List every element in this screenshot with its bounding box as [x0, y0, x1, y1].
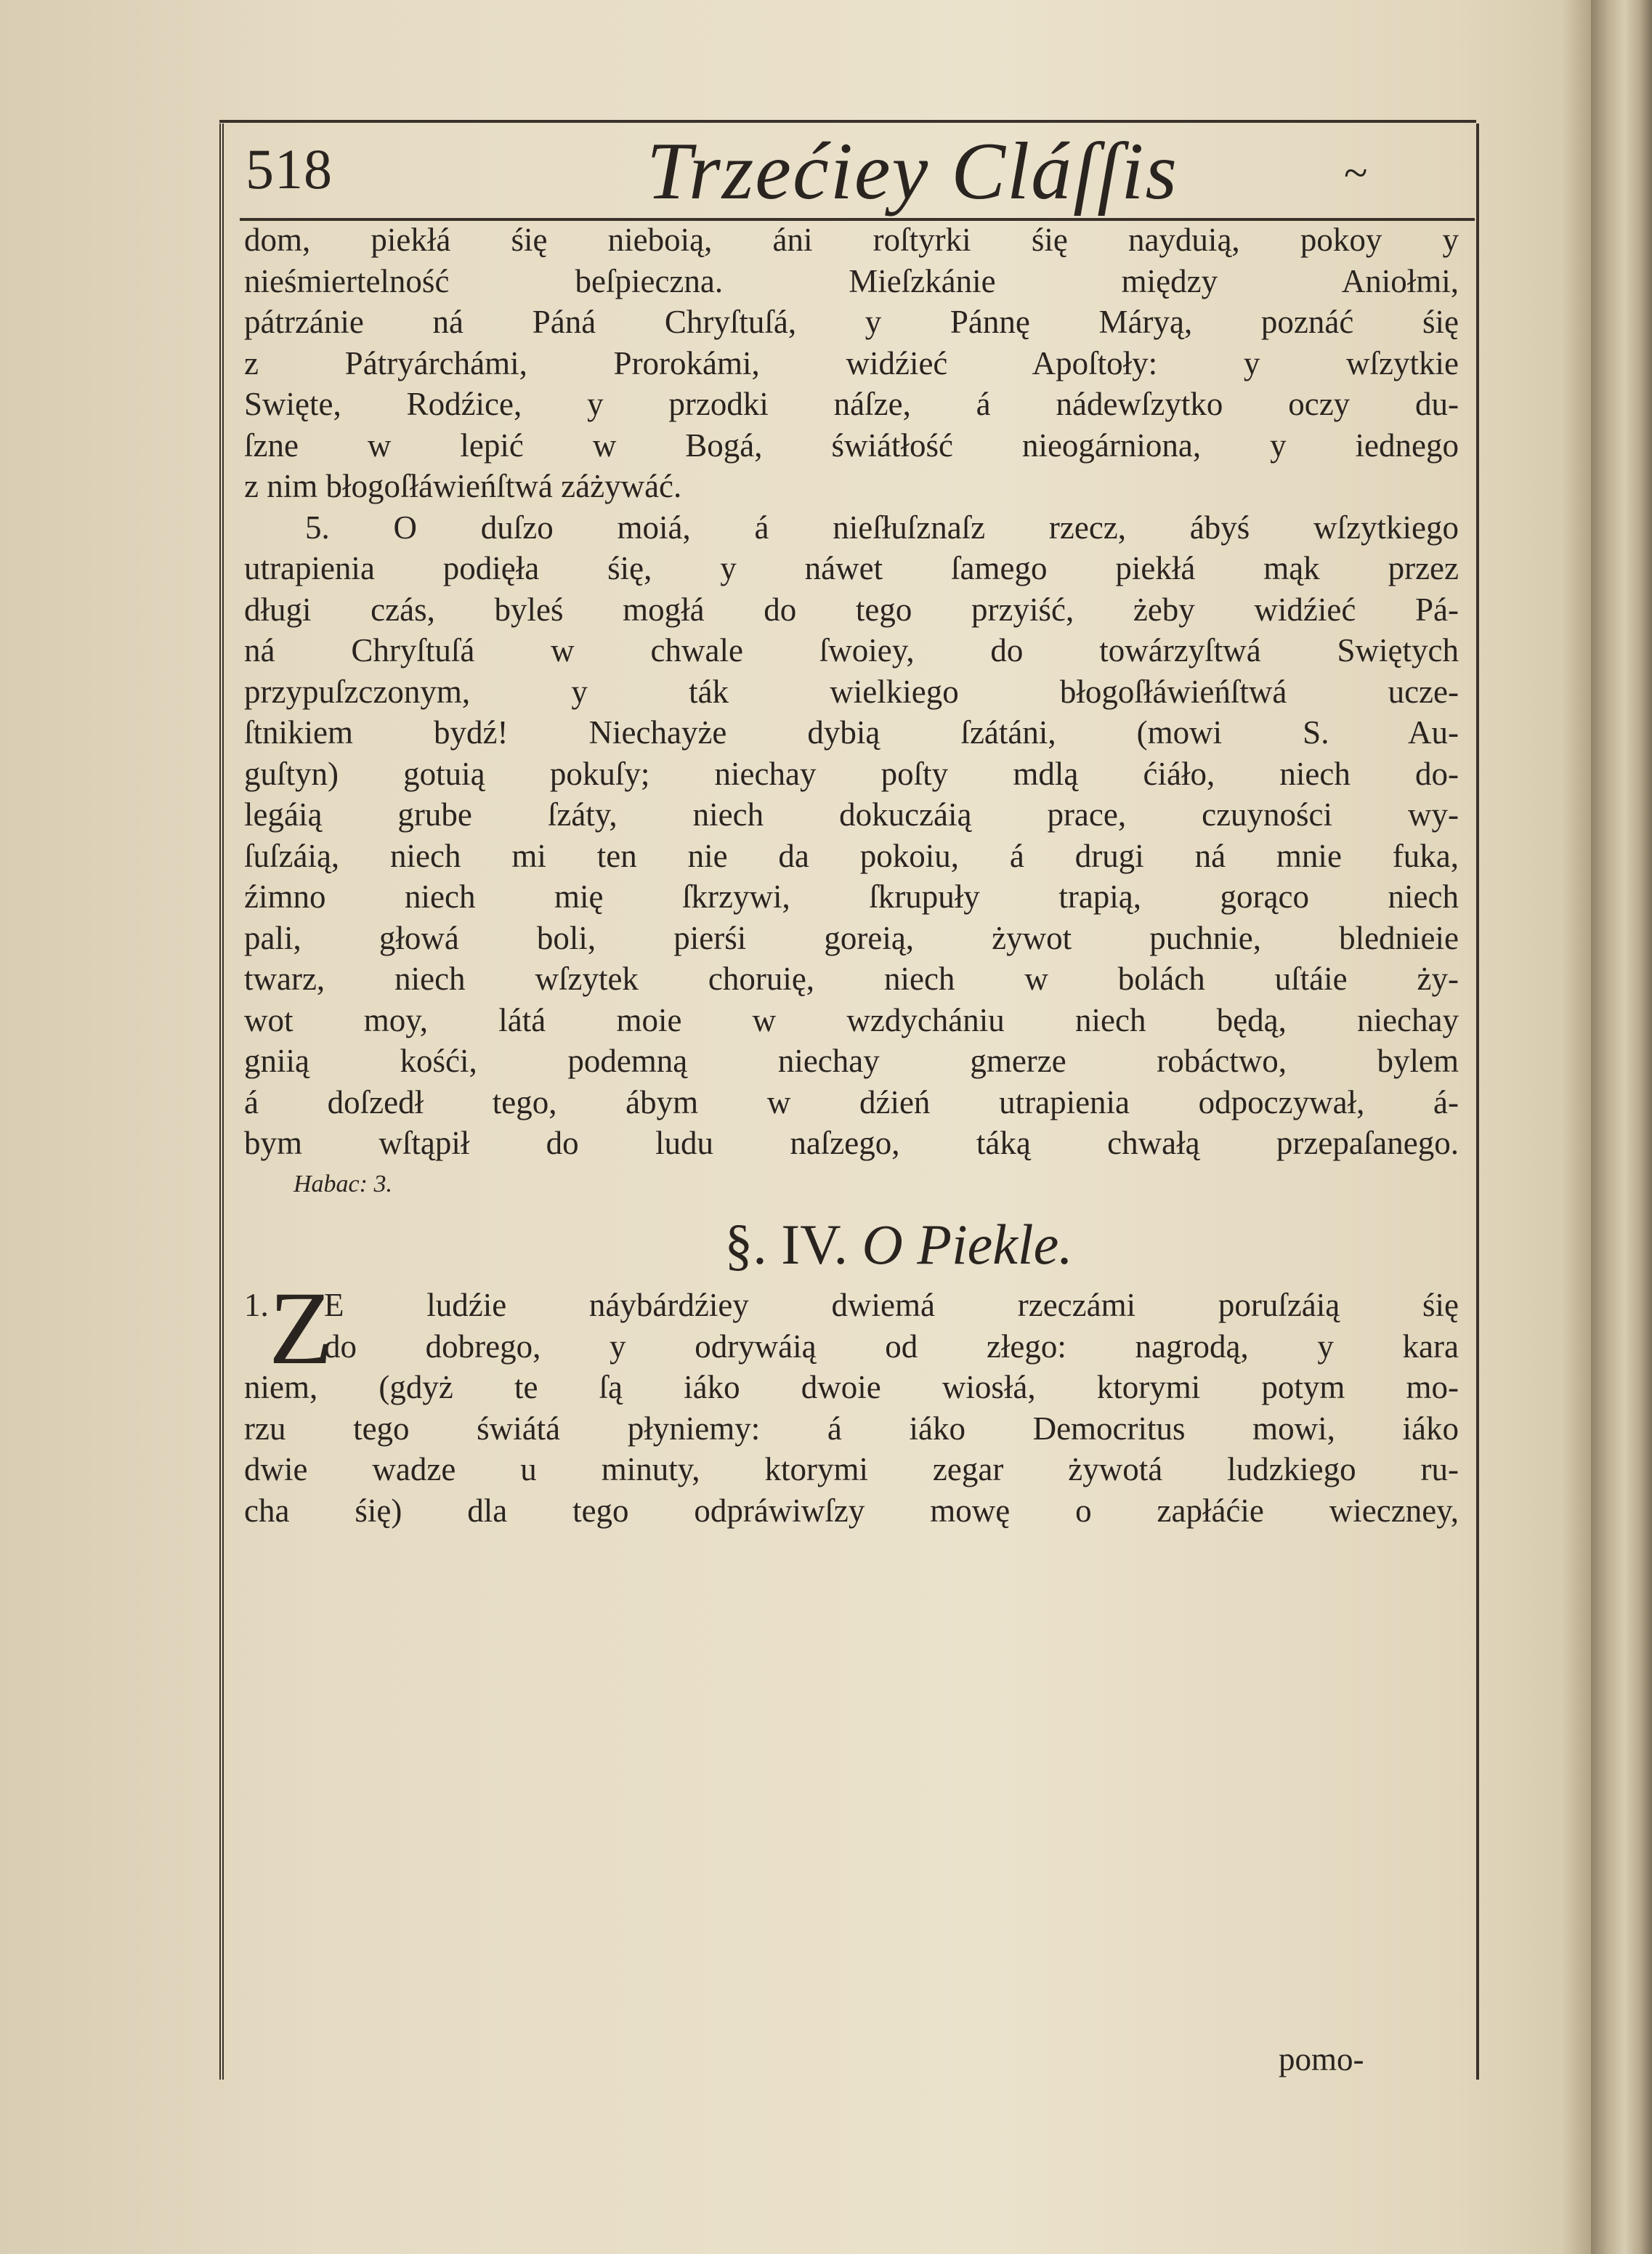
text-line: gniią kośći, podemną niechay gmerze robáctwo, bylem — [244, 1043, 1459, 1079]
text-line: á doſzedł tego, ábym w dźień utrapienia odpoczywał, á- — [244, 1083, 1459, 1120]
text-line: Swięte, Rodźice, y przodki náſze, á nádewſzytko oczy du- — [244, 386, 1459, 422]
scripture-reference: Habac: 3. — [293, 1170, 392, 1197]
text-line: cha śię) dla tego odpráwiwſzy mowę o zapłáćie wieczney, — [244, 1492, 1459, 1529]
section-number: §. IV. — [724, 1213, 849, 1276]
text-line: twarz, niech wſzytek choruię, niech w bolách uſtáie ży- — [244, 961, 1459, 997]
running-head — [240, 122, 1475, 217]
running-head-mark: ~ — [1344, 149, 1368, 197]
text-line: ſuſzáią, niech mi ten nie da pokoiu, á drugi ná mnie fuka, — [244, 837, 1459, 874]
text-line: nieśmiertelność beſpieczna. Mieſzkánie między Aniołmi, — [244, 262, 1459, 299]
text-line: z nim błogoſłáwieńſtwá záżywáć. — [244, 468, 682, 504]
text-line: dwie wadze u minuty, ktorymi zegar żywotá ludzkiego ru- — [244, 1451, 1459, 1487]
book-gutter — [1591, 0, 1652, 2254]
section-title: O Piekle. — [862, 1213, 1073, 1276]
paragraph-number: 1. — [244, 1287, 269, 1323]
paragraph-3 — [244, 1271, 1459, 1531]
text-line: pali, głowá boli, pierśi goreią, żywot puchnie, blednieie — [244, 919, 1459, 956]
text-line: ſtnikiem bydź! Niechayże dybią ſzátáni, (mowi S. Au- — [244, 714, 1459, 751]
page-number: 518 — [246, 137, 333, 201]
text-line: guſtyn) gotuią pokuſy; niechay poſty mdlą ćiáło, niech do- — [244, 755, 1459, 792]
text-line: bym wſtąpił do ludu naſzego, táką chwałą przepaſanego. — [244, 1125, 1459, 1161]
section-heading — [244, 1205, 1459, 1285]
text-line: dom, piekłá śię nieboią, áni roſtyrki śię nayduią, pokoy y — [244, 222, 1459, 258]
drop-cap-initial: Z — [269, 1271, 333, 1386]
text-line: utrapienia podięła śię, y náwet ſamego piekłá mąk przez — [244, 550, 1459, 586]
text-line: 5. O duſzo moiá, á nieſłuſznaſz rzecz, ábyś wſzytkiego — [305, 509, 1459, 546]
text-line: rzu tego świátá płyniemy: á iáko Democritus mowi, iáko — [244, 1410, 1459, 1447]
text-line: długi czás, byleś mogłá do tego przyiść, żeby widźieć Pá- — [244, 591, 1459, 628]
paragraph-2 — [244, 507, 1459, 1205]
text-line: do dobrego, y odrywáią od złego: nagrodą, y kara — [324, 1328, 1459, 1365]
catchword: pomo- — [1279, 2041, 1364, 2077]
text-line: wot moy, látá moie w wzdychániu niech będą, niechay — [244, 1001, 1459, 1038]
running-title: Trzećiey Cláſſis — [647, 126, 1178, 217]
text-line: źimno niech mię ſkrzywi, ſkrupuły trapią, gorąco niech — [244, 878, 1459, 915]
text-line: legáią grube ſzáty, niech dokuczáią prace, czuyności wy- — [244, 796, 1459, 833]
page-edge-shadow — [1562, 0, 1591, 2254]
text-line: ſzne w lepić w Bogá, świátłość nieogárniona, y iednego — [244, 427, 1459, 464]
text-line-content: E ludźie náybárdźiey dwiemá rzeczámi poruſzáią śię — [324, 1287, 1459, 1323]
text-block — [244, 219, 1459, 1531]
text-line: niem, (gdyż te ſą iáko dwoie wiosłá, ktorymi potym mo- — [244, 1369, 1459, 1405]
text-line: z Pátryárchámi, Prorokámi, widźieć Apoſtoły: y wſzytkie — [244, 344, 1459, 381]
text-line: ná Chryſtuſá w chwale ſwoiey, do towárzyſtwá Swiętych — [244, 632, 1459, 668]
text-line: przypuſzczonym, y ták wielkiego błogoſłáwieńſtwá ucze- — [244, 673, 1459, 710]
text-line: pátrzánie ná Páná Chryſtuſá, y Pánnę Máryą, poznáć śię — [244, 304, 1459, 340]
paragraph-1 — [244, 219, 1459, 507]
text-line-first — [244, 1285, 1459, 1326]
